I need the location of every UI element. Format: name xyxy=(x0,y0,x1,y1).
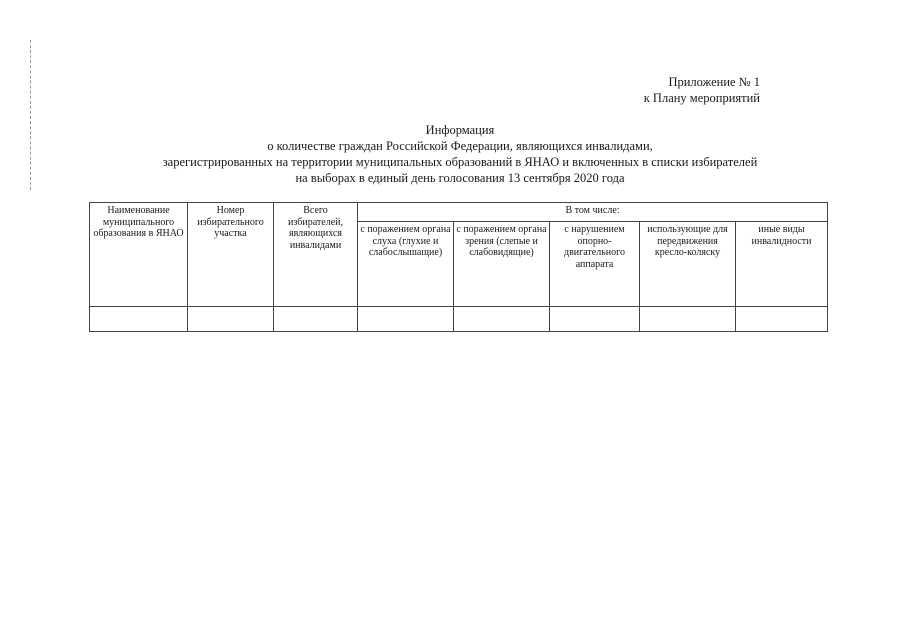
appendix-note xyxy=(560,74,760,106)
table-cell xyxy=(550,307,640,332)
table-cell xyxy=(358,307,454,332)
title-line-1: о количестве граждан Российской Федерации, являющихся инвалидами, xyxy=(267,139,653,153)
subheader-hearing: с поражением органа слуха (глухие и слабослышащие) xyxy=(358,222,454,307)
table-cell xyxy=(454,307,550,332)
appendix-line-2: к Плану мероприятий xyxy=(643,91,760,105)
table-row xyxy=(90,307,828,332)
info-table xyxy=(89,202,828,332)
title-heading: Информация xyxy=(425,123,495,137)
title-line-3: на выборах в единый день голосования 13 сентября 2020 года xyxy=(295,171,625,185)
header-precinct: Номер избирательного участка xyxy=(188,203,274,307)
header-total: Всего избирателей, являющихся инвалидами xyxy=(274,203,358,307)
title-line-2: зарегистрированных на территории муниципальных образований в ЯНАО и включенных в списки избирателей xyxy=(162,155,758,169)
table-cell xyxy=(640,307,736,332)
appendix-line-1: Приложение № 1 xyxy=(668,75,760,89)
header-row xyxy=(90,203,828,222)
table-cell xyxy=(274,307,358,332)
header-including: В том числе: xyxy=(358,203,828,222)
table-cell xyxy=(90,307,188,332)
document-title xyxy=(60,122,860,186)
table-cell xyxy=(188,307,274,332)
table-cell xyxy=(736,307,828,332)
subheader-other: иные виды инвалидности xyxy=(736,222,828,307)
header-municipality: Наименование муниципального образования в ЯНАО xyxy=(90,203,188,307)
page-edge-marker xyxy=(30,40,31,190)
subheader-wheelchair: использующие для передвижения кресло-коляску xyxy=(640,222,736,307)
subheader-vision: с поражением органа зрения (слепые и слабовидящие) xyxy=(454,222,550,307)
subheader-musculoskeletal: с нарушением опорно-двигательного аппарата xyxy=(550,222,640,307)
